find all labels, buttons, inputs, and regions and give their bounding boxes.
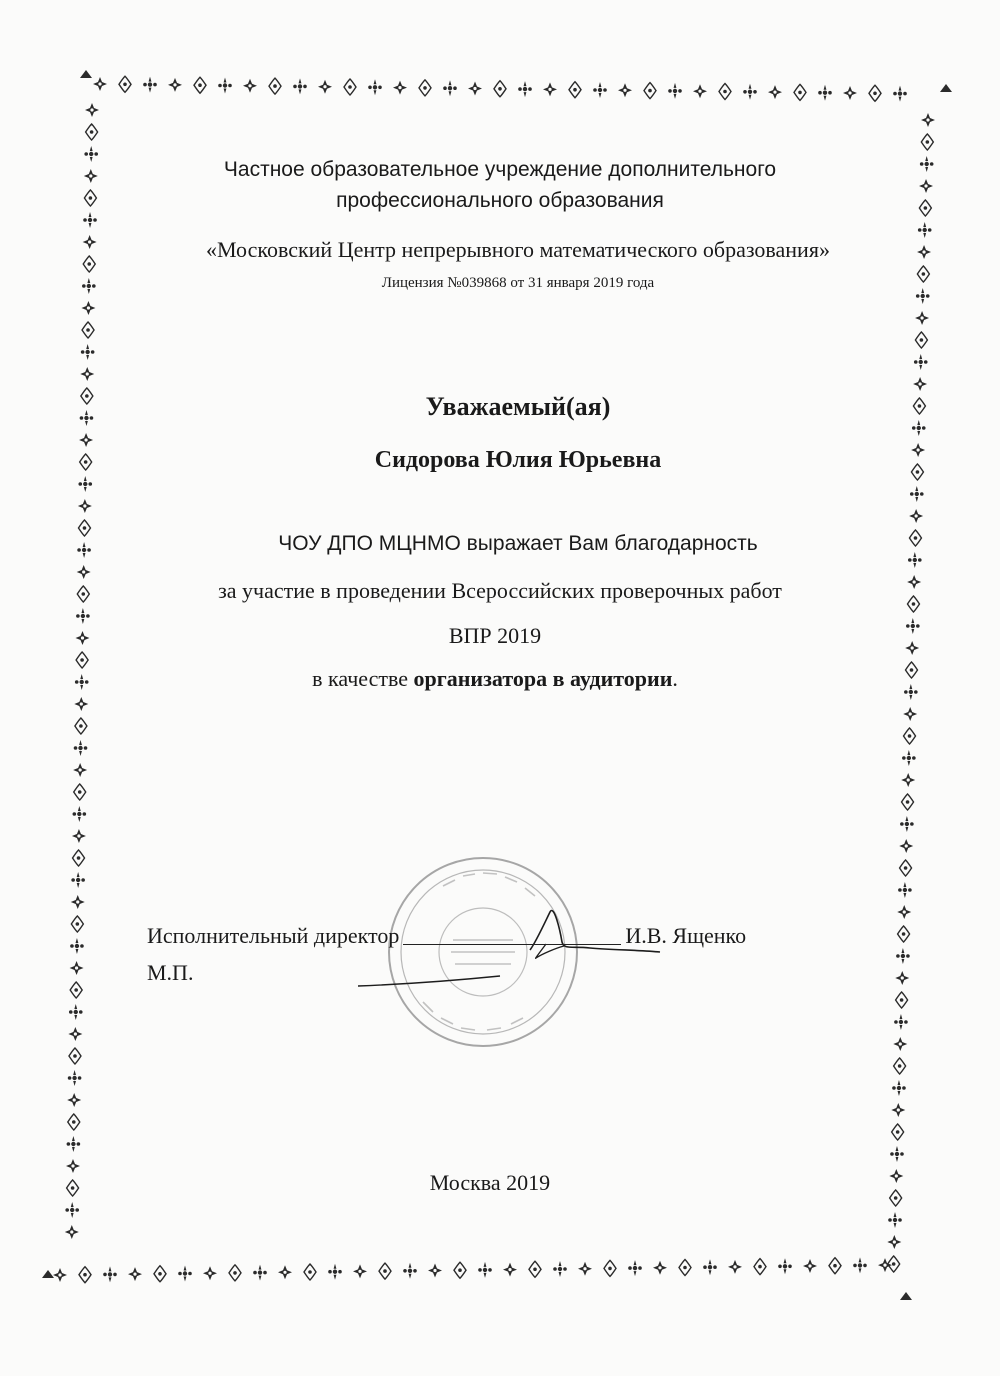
floral-ornament-icon [754,1259,766,1275]
floral-ornament-icon [921,134,933,150]
floral-ornament-icon [379,1263,391,1279]
floral-ornament-icon [75,718,87,734]
floral-ornament-icon [143,77,157,93]
floral-ornament-icon [892,1080,906,1096]
floral-ornament-icon [65,1225,79,1239]
floral-ornament-icon [887,1235,901,1249]
floral-ornament-icon [70,961,84,975]
floral-ornament-icon [443,80,457,96]
floral-ornament-icon [898,926,910,942]
floral-ornament-icon [768,85,782,99]
floral-ornament-icon [79,1267,91,1283]
floral-ornament-icon [553,1261,567,1277]
floral-ornament-icon [578,1262,592,1276]
floral-ornament-icon [728,1260,742,1274]
greeting: Уважаемый(ая) [425,392,611,421]
floral-ornament-icon [891,1103,905,1117]
floral-ornament-icon [93,77,107,91]
floral-ornament-icon [902,794,914,810]
floral-ornament-icon [65,1202,79,1218]
floral-ornament-icon [899,839,913,853]
floral-ornament-icon [119,76,131,92]
floral-ornament-icon [103,1266,117,1282]
floral-ornament-icon [428,1264,442,1278]
floral-ornament-icon [53,1268,67,1282]
floral-ornament-icon [328,1264,342,1280]
recipient-name: Сидорова Юлия Юрьевна [374,447,662,473]
floral-ornament-icon [693,84,707,98]
floral-ornament-icon [494,81,506,97]
floral-ornament-icon [913,377,927,391]
floral-ornament-icon [353,1264,367,1278]
signer-name: И.В. Ященко [625,923,747,948]
floral-ornament-icon [653,1261,667,1275]
floral-ornament-icon [569,82,581,98]
floral-ornament-icon [902,750,916,766]
floral-ornament-icon [529,1261,541,1277]
floral-ornament-icon [900,860,912,876]
floral-ornament-icon [73,806,87,822]
floral-ornament-icon [278,1265,292,1279]
floral-ornament-icon [454,1262,466,1278]
floral-ornament-icon [78,476,92,492]
floral-ornament-icon [83,212,97,228]
floral-ornament-icon [253,1265,267,1281]
floral-ornament-icon [503,1263,517,1277]
floral-ornament-icon [593,82,607,98]
floral-ornament-icon [178,1266,192,1282]
signature-line [403,922,621,945]
city-year: Москва 2019 [429,1170,551,1195]
floral-ornament-icon [909,509,923,523]
floral-ornament-icon [894,1014,908,1030]
floral-ornament-icon [71,895,85,909]
floral-ornament-icon [168,78,182,92]
role-title: организатора в аудитории [413,666,673,691]
message-line-1: ЧОУ ДПО МЦНМО выражает Вам благодарность [278,532,758,555]
floral-ornament-icon [68,1027,82,1041]
floral-ornament-icon [743,84,757,100]
floral-ornament-icon [69,1048,81,1064]
message-line-3: ВПР 2019 [448,623,542,648]
floral-ornament-icon [67,1136,81,1152]
floral-ornament-icon [543,82,557,96]
floral-ornament-icon [82,322,94,338]
role-suffix: . [672,666,678,691]
floral-ornament-icon [901,773,915,787]
floral-ornament-icon [293,78,307,94]
floral-ornament-icon [900,816,914,832]
floral-ornament-icon [896,948,910,964]
floral-ornament-icon [203,1266,217,1280]
floral-ornament-icon [368,79,382,95]
floral-ornament-icon [892,1124,904,1140]
floral-ornament-icon [86,124,98,140]
floral-ornament-icon [778,1258,792,1274]
floral-ornament-icon [81,301,95,315]
floral-ornament-icon [912,420,926,436]
floral-ornament-icon [843,86,857,100]
floral-ornament-icon [269,78,281,94]
floral-ornament-icon [618,83,632,97]
floral-ornament-icon [910,486,924,502]
role-prefix: в качестве [312,666,414,691]
floral-ornament-icon [890,1146,904,1162]
floral-ornament-icon [895,971,909,985]
floral-ornament-icon [74,697,88,711]
message-line-2: за участие в проведении Всероссийских проверочных работ [218,578,782,603]
floral-ornament-icon [74,740,88,756]
floral-ornament-icon [896,992,908,1008]
org-name-line-1: Частное образовательное учреждение дополнительного [223,158,777,181]
floral-ornament-icon [78,499,92,513]
floral-ornament-icon [128,1267,142,1281]
floral-ornament-icon [794,84,806,100]
org-name-line-2: профессионального образования [336,189,664,212]
floral-ornament-icon [344,79,356,95]
floral-ornament-icon [154,1266,166,1282]
floral-ornament-icon [893,1037,907,1051]
floral-ornament-icon [243,79,257,93]
signature-row [147,922,746,949]
floral-ornament-icon [70,982,82,998]
floral-ornament-icon [904,728,916,744]
floral-ornament-icon [888,1212,902,1228]
floral-ornament-icon [918,222,932,238]
floral-ornament-icon [76,608,90,624]
floral-ornament-icon [68,1070,82,1086]
floral-ornament-icon [77,565,91,579]
license-line: Лицензия №039868 от 31 января 2019 года [381,275,655,291]
floral-ornament-icon [71,916,83,932]
floral-ornament-icon [803,1259,817,1273]
floral-ornament-icon [853,1257,867,1273]
handwritten-signature [350,900,670,1010]
floral-ornament-icon [85,103,99,117]
stamp-place-label: М.П. [147,960,194,985]
floral-ornament-icon [829,1258,841,1274]
floral-ornament-icon [478,1262,492,1278]
floral-ornament-icon [68,1114,80,1130]
floral-ornament-icon [869,85,881,101]
floral-ornament-icon [818,85,832,101]
floral-ornament-icon [468,82,482,96]
floral-ornament-icon [518,81,532,97]
floral-ornament-icon [419,80,431,96]
floral-ornament-icon [218,78,232,94]
floral-ornament-icon [893,86,907,102]
floral-ornament-icon [403,1263,417,1279]
floral-ornament-icon [229,1265,241,1281]
floral-ornament-icon [644,83,656,99]
floral-ornament-icon [921,113,935,127]
floral-ornament-icon [679,1260,691,1276]
floral-ornament-icon [915,332,927,348]
floral-ornament-icon [903,707,917,721]
floral-ornament-icon [668,83,682,99]
message-role-line [0,666,995,692]
floral-ornament-icon [79,433,93,447]
floral-ornament-icon [914,354,928,370]
floral-ornament-icon [898,882,912,898]
floral-ornament-icon [393,81,407,95]
border-bottom-ornaments [53,1257,892,1282]
floral-ornament-icon [318,80,332,94]
floral-ornament-icon [67,1093,81,1107]
floral-ornament-icon [897,905,911,919]
floral-ornament-icon [73,850,85,866]
floral-ornament-icon [719,84,731,100]
floral-ornament-icon [888,1256,900,1272]
floral-ornament-icon [73,763,87,777]
floral-ornament-icon [703,1259,717,1275]
signer-position: Исполнительный директор [147,923,400,948]
floral-ornament-icon [894,1058,906,1074]
floral-ornament-icon [304,1264,316,1280]
floral-ornament-icon [628,1260,642,1276]
floral-ornament-icon [80,367,94,381]
floral-ornament-icon [604,1260,616,1276]
org-name-line-3: «Московский Центр непрерывного математического образования» [206,237,830,262]
border-top-ornaments [93,76,907,101]
floral-ornament-icon [194,77,206,93]
floral-ornament-icon [72,829,86,843]
floral-ornament-icon [71,872,85,888]
floral-ornament-icon [70,938,84,954]
floral-ornament-icon [74,784,86,800]
floral-ornament-icon [69,1004,83,1020]
floral-ornament-icon [81,344,95,360]
floral-ornament-icon [915,311,929,325]
